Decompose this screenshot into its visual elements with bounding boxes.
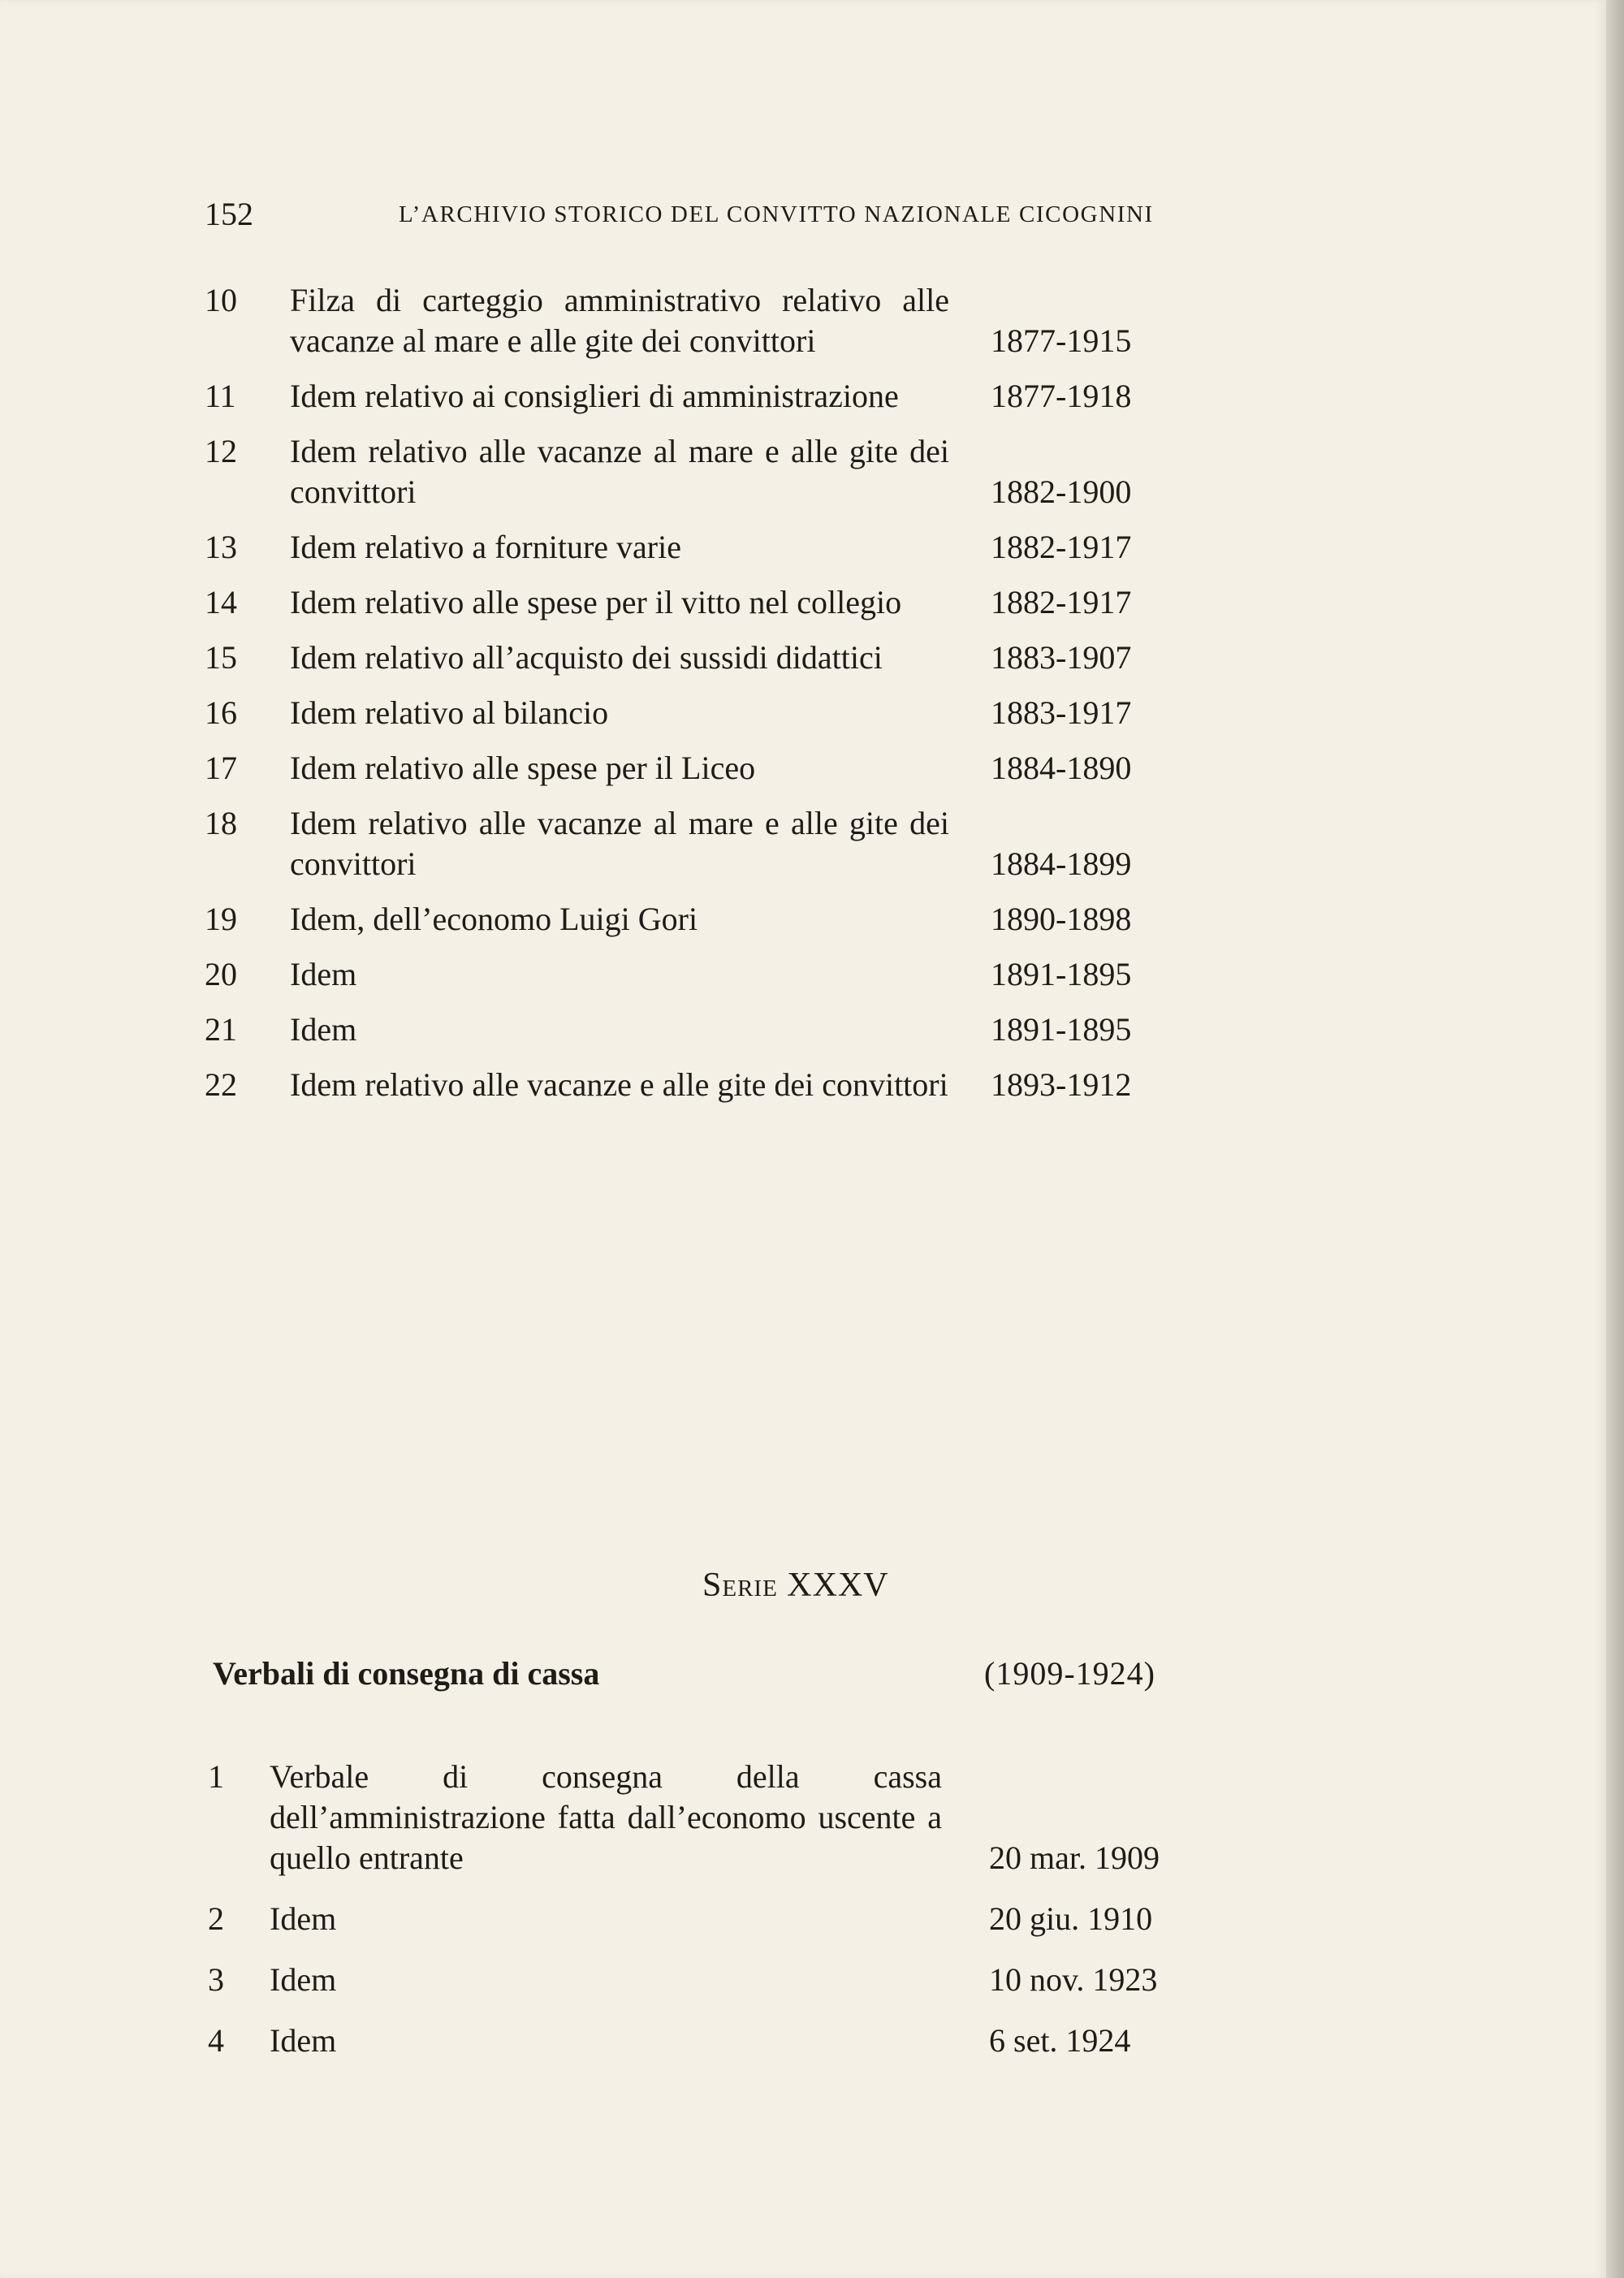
entry-date: 1877-1915	[991, 322, 1132, 359]
entry-description: Idem relativo alle spese per il Liceo	[290, 750, 756, 786]
entry-description: Idem	[290, 956, 357, 992]
entry-number: 2	[208, 1900, 224, 1937]
serie-entries-list	[208, 1757, 1215, 2081]
entry-number: 15	[205, 639, 237, 676]
entry-date: 20 mar. 1909	[989, 1839, 1160, 1876]
section-date-range: (1909-1924)	[984, 1655, 1155, 1692]
entry-date: 10 nov. 1923	[989, 1961, 1158, 1998]
entry-description: Idem	[290, 1011, 357, 1048]
entry-description: Idem	[270, 1900, 337, 1937]
entry-description: Idem relativo alle spese per il vitto nel collegio	[290, 584, 902, 620]
entry-number: 16	[205, 694, 237, 731]
entry-description: Idem relativo all’acquisto dei sussidi didattici	[290, 639, 883, 676]
serie-heading	[702, 1566, 889, 1605]
entry-11	[205, 376, 1212, 417]
entry-number: 12	[205, 433, 237, 469]
entry-13	[205, 527, 1212, 568]
entry-description: Idem relativo al bilancio	[290, 694, 609, 731]
page-edge	[1606, 0, 1624, 2278]
serie-entry-2	[208, 1899, 1215, 1939]
entries-list	[205, 280, 1212, 1120]
entry-number: 13	[205, 529, 237, 565]
entry-date: 1891-1895	[991, 956, 1132, 992]
entry-date: 1877-1918	[991, 378, 1132, 414]
serie-entry-1	[208, 1757, 1215, 1878]
entry-date: 1893-1912	[991, 1066, 1132, 1103]
entry-14	[205, 582, 1212, 623]
entry-number: 14	[205, 584, 237, 620]
entry-description: Idem relativo a forniture varie	[290, 529, 681, 565]
entry-date: 1882-1900	[991, 473, 1132, 510]
entry-description: Verbale di consegna della cassa dell’amministrazione fatta dall’economo uscente a quello entrante	[270, 1758, 942, 1876]
entry-number: 10	[205, 282, 237, 318]
entry-date: 6 set. 1924	[989, 2022, 1131, 2059]
entry-date: 1883-1917	[991, 694, 1132, 731]
entry-date: 1884-1899	[991, 845, 1132, 882]
serie-numeral: XXXV	[787, 1567, 889, 1604]
entry-description: Idem relativo alle vacanze al mare e alle gite dei convittori	[290, 805, 949, 882]
entry-number: 19	[205, 901, 237, 937]
entry-10	[205, 280, 1212, 361]
entry-number: 18	[205, 805, 237, 841]
entry-number: 4	[208, 2022, 224, 2059]
entry-description: Idem relativo alle vacanze e alle gite dei convittori	[290, 1066, 948, 1103]
entry-description: Idem	[270, 1961, 337, 1998]
entry-date: 1890-1898	[991, 901, 1132, 937]
section-heading	[213, 1654, 1220, 1695]
serie-entry-3	[208, 1960, 1215, 2000]
serie-label: Serie	[702, 1567, 778, 1604]
entry-number: 22	[205, 1066, 237, 1103]
entry-number: 11	[205, 378, 236, 414]
entry-17	[205, 748, 1212, 789]
entry-number: 21	[205, 1011, 237, 1048]
entry-22	[205, 1065, 1212, 1105]
entry-number: 17	[205, 750, 237, 786]
entry-date: 1884-1890	[991, 750, 1132, 786]
entry-description: Idem	[270, 2022, 337, 2059]
entry-number: 20	[205, 956, 237, 992]
entry-date: 1882-1917	[991, 529, 1132, 565]
entry-date: 20 giu. 1910	[989, 1900, 1153, 1937]
entry-date: 1891-1895	[991, 1011, 1132, 1048]
entry-description: Idem relativo ai consiglieri di amministrazione	[290, 378, 899, 414]
entry-15	[205, 638, 1212, 678]
entry-19	[205, 899, 1212, 940]
serie-entry-4	[208, 2021, 1215, 2061]
entry-number: 3	[208, 1961, 224, 1998]
page-header	[205, 195, 1244, 236]
entry-20	[205, 954, 1212, 995]
entry-description: Idem relativo alle vacanze al mare e alle gite dei convittori	[290, 433, 949, 510]
entry-16	[205, 693, 1212, 733]
section-title: Verbali di consegna di cassa	[213, 1655, 600, 1692]
running-title: L’ARCHIVIO STORICO DEL CONVITTO NAZIONALE CICOGNINI	[399, 201, 1154, 227]
entry-date: 1882-1917	[991, 584, 1132, 620]
entry-description: Filza di carteggio amministrativo relativo alle vacanze al mare e alle gite dei convittori	[290, 282, 949, 359]
entry-number: 1	[208, 1758, 224, 1795]
entry-21	[205, 1009, 1212, 1050]
entry-18	[205, 803, 1212, 884]
entry-12	[205, 431, 1212, 512]
page-number: 152	[205, 196, 253, 232]
entry-date: 1883-1907	[991, 639, 1132, 676]
entry-description: Idem, dell’economo Luigi Gori	[290, 901, 698, 937]
